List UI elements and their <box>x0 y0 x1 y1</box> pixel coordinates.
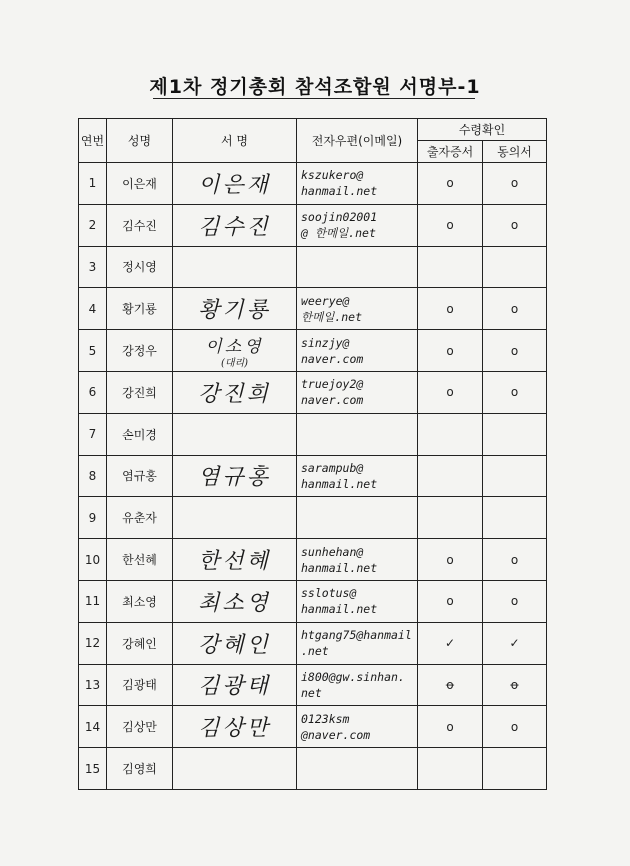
signature-text: 이은재 <box>198 172 271 198</box>
signature-text: 이소영 <box>205 337 264 358</box>
row-attendance-mark: o <box>418 163 483 205</box>
row-signature <box>173 497 297 539</box>
row-email: 0123ksm @naver.com <box>297 706 418 748</box>
row-consent-mark <box>483 497 547 539</box>
row-no: 4 <box>79 288 107 330</box>
signature-table <box>78 118 547 790</box>
signature-text: 김광태 <box>198 674 271 700</box>
row-name: 정시영 <box>107 246 173 288</box>
row-name: 이은재 <box>107 163 173 205</box>
row-consent-mark <box>483 455 547 497</box>
row-signature <box>173 246 297 288</box>
row-no: 2 <box>79 204 107 246</box>
row-name: 유춘자 <box>107 497 173 539</box>
row-no: 14 <box>79 706 107 748</box>
table-row <box>79 163 547 205</box>
row-signature <box>173 204 297 246</box>
title-underline <box>153 98 475 99</box>
row-email: soojin02001 @ 한메일.net <box>297 204 418 246</box>
row-email: i800@gw.sinhan. net <box>297 664 418 706</box>
row-email <box>297 748 418 790</box>
row-consent-mark: o <box>483 288 547 330</box>
row-signature <box>173 330 297 372</box>
row-email <box>297 413 418 455</box>
row-signature <box>173 413 297 455</box>
header-consent: 동의서 <box>483 141 547 163</box>
header-receipt: 수령확인 <box>418 119 547 141</box>
row-consent-mark: o <box>483 204 547 246</box>
table-row <box>79 580 547 622</box>
row-email: htgang75@hanmail .net <box>297 622 418 664</box>
row-signature <box>173 664 297 706</box>
row-name: 손미경 <box>107 413 173 455</box>
signature-note: (대리) <box>220 358 249 370</box>
row-no: 13 <box>79 664 107 706</box>
table-row <box>79 330 547 372</box>
signature-text: 김수진 <box>198 214 271 240</box>
row-no: 6 <box>79 371 107 413</box>
row-name: 강진희 <box>107 371 173 413</box>
row-no: 3 <box>79 246 107 288</box>
row-signature <box>173 371 297 413</box>
row-consent-mark <box>483 246 547 288</box>
row-name: 염규홍 <box>107 455 173 497</box>
row-consent-mark: o <box>483 163 547 205</box>
row-consent-mark: ✓ <box>483 622 547 664</box>
row-no: 5 <box>79 330 107 372</box>
signature-text: 강진희 <box>198 381 271 407</box>
row-signature <box>173 163 297 205</box>
row-attendance-mark: o <box>418 580 483 622</box>
row-signature <box>173 706 297 748</box>
row-email <box>297 246 418 288</box>
row-no: 12 <box>79 622 107 664</box>
row-attendance-mark: o <box>418 706 483 748</box>
row-attendance-mark <box>418 246 483 288</box>
row-no: 8 <box>79 455 107 497</box>
row-email: sslotus@ hanmail.net <box>297 580 418 622</box>
row-email: sunhehan@ hanmail.net <box>297 539 418 581</box>
row-attendance-mark <box>418 455 483 497</box>
row-name: 강정우 <box>107 330 173 372</box>
table-row <box>79 497 547 539</box>
table-row <box>79 371 547 413</box>
row-consent-mark <box>483 413 547 455</box>
row-attendance-mark: o <box>418 204 483 246</box>
row-name: 김수진 <box>107 204 173 246</box>
row-email: sinzjy@ naver.com <box>297 330 418 372</box>
signature-text: 황기룡 <box>198 298 271 324</box>
row-consent-mark: o <box>483 371 547 413</box>
row-consent-mark: o <box>483 539 547 581</box>
row-consent-mark: o <box>483 330 547 372</box>
row-consent-mark: o <box>483 580 547 622</box>
row-consent-mark: ꝋ <box>483 664 547 706</box>
row-name: 김상만 <box>107 706 173 748</box>
signature-text: 염규홍 <box>198 465 271 491</box>
row-signature <box>173 622 297 664</box>
table-row <box>79 539 547 581</box>
signature-text: 강혜인 <box>198 632 271 658</box>
row-attendance-mark: ꝋ <box>418 664 483 706</box>
header-attendance: 출자증서 <box>418 141 483 163</box>
row-consent-mark: o <box>483 706 547 748</box>
row-name: 한선혜 <box>107 539 173 581</box>
row-attendance-mark <box>418 497 483 539</box>
table-row <box>79 748 547 790</box>
row-attendance-mark: o <box>418 539 483 581</box>
table-row <box>79 246 547 288</box>
table-row <box>79 622 547 664</box>
row-attendance-mark: ✓ <box>418 622 483 664</box>
row-email: truejoy2@ naver.com <box>297 371 418 413</box>
row-attendance-mark: o <box>418 371 483 413</box>
page-title: 제1차 정기총회 참석조합원 서명부-1 <box>149 76 481 98</box>
table-header-row <box>79 119 547 141</box>
row-email: weerye@ 한메일.net <box>297 288 418 330</box>
row-no: 7 <box>79 413 107 455</box>
row-no: 1 <box>79 163 107 205</box>
row-signature <box>173 539 297 581</box>
row-email: kszukero@ hanmail.net <box>297 163 418 205</box>
table-row <box>79 288 547 330</box>
row-consent-mark <box>483 748 547 790</box>
row-name: 최소영 <box>107 580 173 622</box>
row-signature <box>173 580 297 622</box>
row-name: 황기룡 <box>107 288 173 330</box>
row-attendance-mark <box>418 413 483 455</box>
header-name: 성명 <box>107 119 173 163</box>
row-attendance-mark: o <box>418 330 483 372</box>
row-no: 9 <box>79 497 107 539</box>
header-signature: 서 명 <box>173 119 297 163</box>
row-signature <box>173 288 297 330</box>
row-attendance-mark <box>418 748 483 790</box>
table-row <box>79 664 547 706</box>
row-signature <box>173 748 297 790</box>
row-email <box>297 497 418 539</box>
table-row <box>79 204 547 246</box>
header-no: 연번 <box>79 119 107 163</box>
row-signature <box>173 455 297 497</box>
row-attendance-mark: o <box>418 288 483 330</box>
table-body <box>79 163 547 790</box>
row-no: 11 <box>79 580 107 622</box>
row-no: 10 <box>79 539 107 581</box>
table-row <box>79 706 547 748</box>
row-name: 김영희 <box>107 748 173 790</box>
row-email: sarampub@ hanmail.net <box>297 455 418 497</box>
header-email: 전자우편(이메일) <box>297 119 418 163</box>
signature-text: 최소영 <box>198 590 271 616</box>
table-row <box>79 413 547 455</box>
row-name: 강혜인 <box>107 622 173 664</box>
signature-text: 김상만 <box>198 716 271 742</box>
signature-text: 한선혜 <box>198 549 271 575</box>
row-name: 김광태 <box>107 664 173 706</box>
row-no: 15 <box>79 748 107 790</box>
table-row <box>79 455 547 497</box>
